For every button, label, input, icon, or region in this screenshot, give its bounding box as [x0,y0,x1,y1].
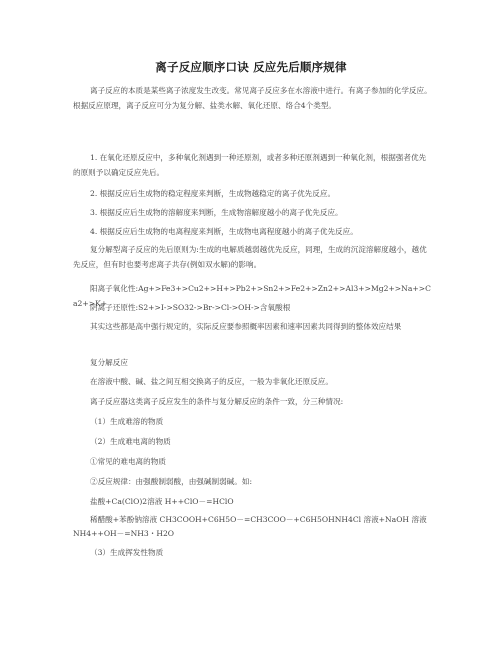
anion-reducing-order: 阴离子还原性:S2+>I->SO32->Br->Cl->OH->含氧酸根 [90,303,291,312]
definition-paragraph: 在溶液中酸、碱、盐之间互相交换离子的反应，一般为非氧化还原反应。 [90,377,333,386]
double-decomposition-principle-paragraph: 复分解型离子反应的先后原则为:生成的电解质越弱越优先反应，同理，生成的沉淀溶解度越小，越优先反应，但有时也要考虑离子共存(例如双水解)的影响。 [73,245,427,269]
document-title: 离子反应顺序口诀 反应先后顺序规律 [155,60,347,74]
sub-item-2: ②反应规律：由强酸制弱酸，由强碱制弱碱。如: [90,477,253,486]
example-hcl-caclo2: 盐酸+Ca(ClO)2溶液 H++ClO－=HClO [90,497,234,506]
rule-4-paragraph: 4. 根据反应后生成物的电离程度来判断，生成物电离程度越小的离子优先反应。 [90,227,358,236]
rule-2-paragraph: 2. 根据反应后生成物的稳定程度来判断，生成物越稳定的离子优先反应。 [90,189,336,198]
condition-2: （2）生成难电离的物质 [90,437,171,446]
condition-3: （3）生成挥发性物质 [90,548,164,557]
sub-item-1: ①常见的难电离的物质 [90,457,166,466]
condition-1: （1）生成难溶的物质 [90,417,164,426]
conditions-paragraph: 离子反应器这类离子反应发生的条件与复分解反应的条件一致，分三种情况: [90,397,344,406]
example-acetic-phenolate: 稀醋酸+苯酚钠溶液 CH3COOH+C6H5O－=CH3COO－+C6H5OHNH4Cl 溶液+NaOH 溶液NH4++OH－=NH3・H2O [73,515,427,538]
section-heading-double-decomposition: 复分解反应 [90,358,128,367]
rule-3-paragraph: 3. 根据反应后生成物的溶解度来判断，生成物溶解度越小的离子优先反应。 [90,208,343,217]
note-paragraph: 其实这些都是高中强行规定的，实际反应要参照概率因素和速率因素共同得到的整体效应结果 [90,322,402,331]
rule-1-paragraph: 1. 在氧化还原反应中，多种氧化剂遇到一种还原剂，或者多种还原剂遇到一种氧化剂，根据强者优先的原则予以确定反应先后。 [73,153,427,177]
cation-oxidizing-order: 阳离子氧化性:Ag+>Fe3+>Cu2+>H+>Pb2+>Sn2+>Fe2+>Zn2+>Al3+>Mg2+>Na+>Ca2+>K+ [73,284,431,308]
intro-paragraph: 离子反应的本质是某些离子浓度发生改变。常见离子反应多在水溶液中进行。有离子参加的化学反应。根据反应原理，离子反应可分为复分解、盐类水解、氧化还原、络合4个类型。 [73,86,432,110]
